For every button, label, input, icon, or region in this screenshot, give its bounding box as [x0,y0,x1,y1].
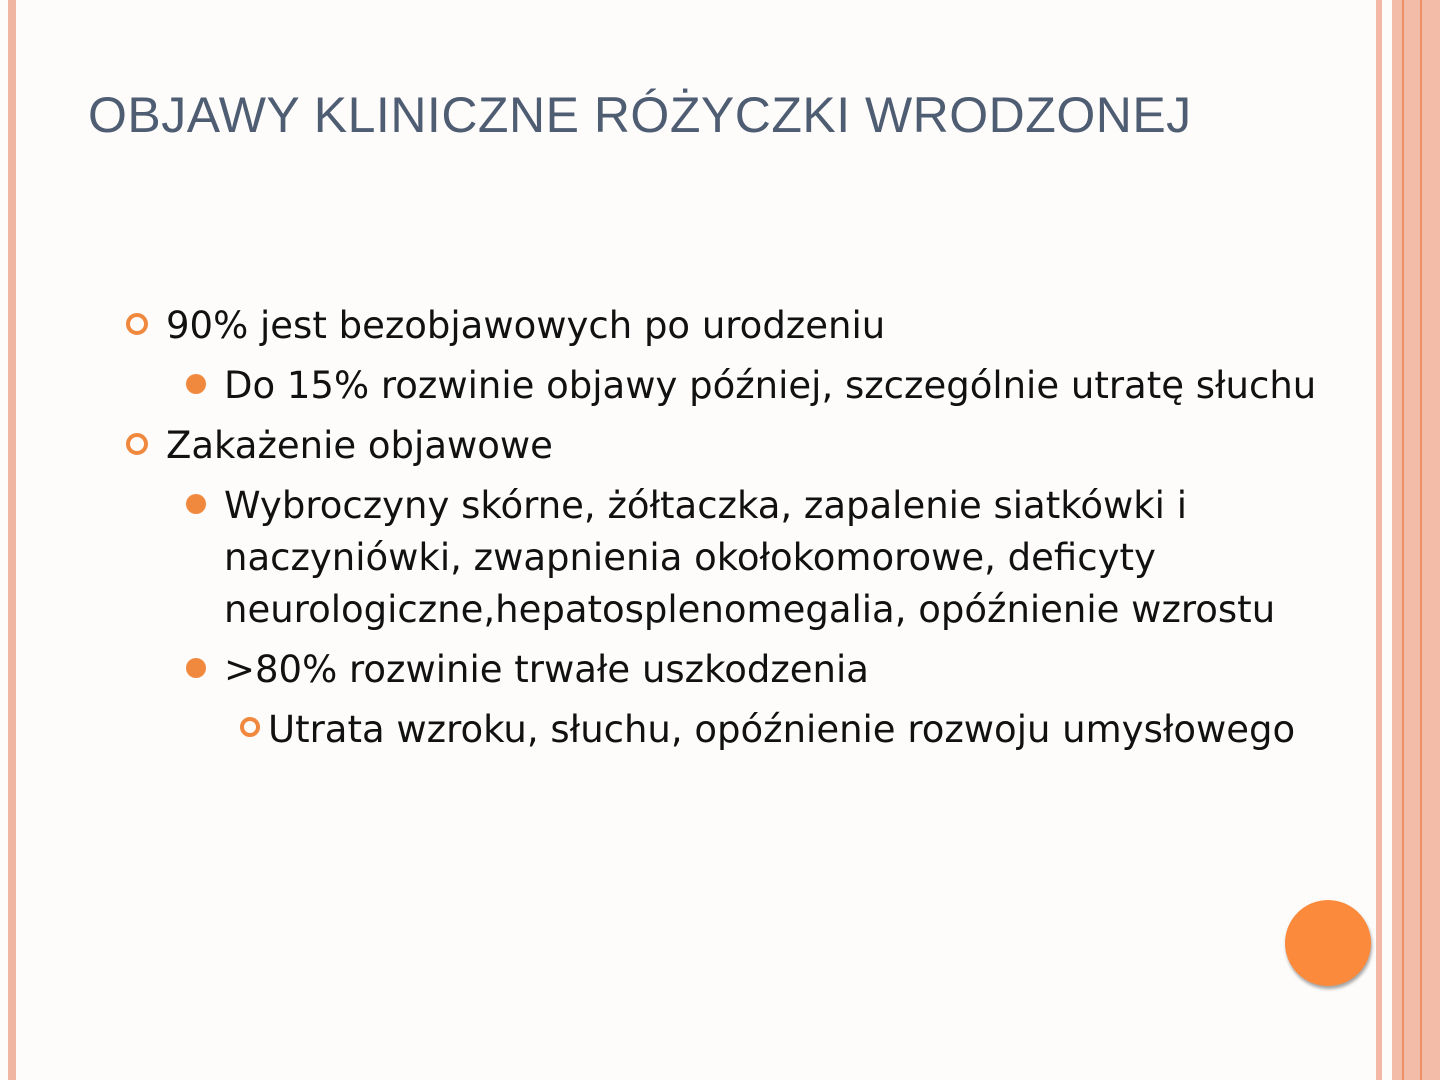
slide-title: OBJAWY KLINICZNE RÓŻYCZKI WRODZONEJ [88,87,1192,143]
ring-bullet-icon [126,433,148,455]
left-accent-bar [8,0,16,1080]
ring-bullet-icon [126,313,148,335]
bullet-level-3 [120,704,1340,756]
right-stripe [1376,0,1382,1080]
orange-circle-decoration [1285,900,1371,986]
bullet-text: Wybroczyny skórne, żółtaczka, zapalenie siatkówki i naczyniówki, zwapnienia okołokomorowe, deficyty neurologiczne,hepatosplenomegalia, opóźnienie wzrostu [224,484,1276,631]
bullet-text: Utrata wzroku, słuchu, opóźnienie rozwoju umysłowego [268,708,1296,751]
bullet-level-2 [120,360,1340,412]
dot-bullet-icon [186,494,206,514]
bullet-level-1 [120,420,1340,472]
bullet-level-2 [120,644,1340,696]
bullet-level-2 [120,480,1340,636]
bullet-text: Do 15% rozwinie objawy później, szczególnie utratę słuchu [224,364,1317,407]
bullet-level-1 [120,300,1340,352]
right-stripe-line [1420,0,1422,1080]
bullet-text: >80% rozwinie trwałe uszkodzenia [224,648,869,691]
bullet-text: 90% jest bezobjawowych po urodzeniu [166,304,886,347]
bullet-text: Zakażenie objawowe [166,424,553,467]
dot-bullet-icon [186,658,206,678]
dot-bullet-icon [186,374,206,394]
ring-bullet-icon [240,717,260,737]
slide-content [120,300,1340,764]
right-stripe-band [1392,0,1440,1080]
right-stripe-line [1402,0,1404,1080]
